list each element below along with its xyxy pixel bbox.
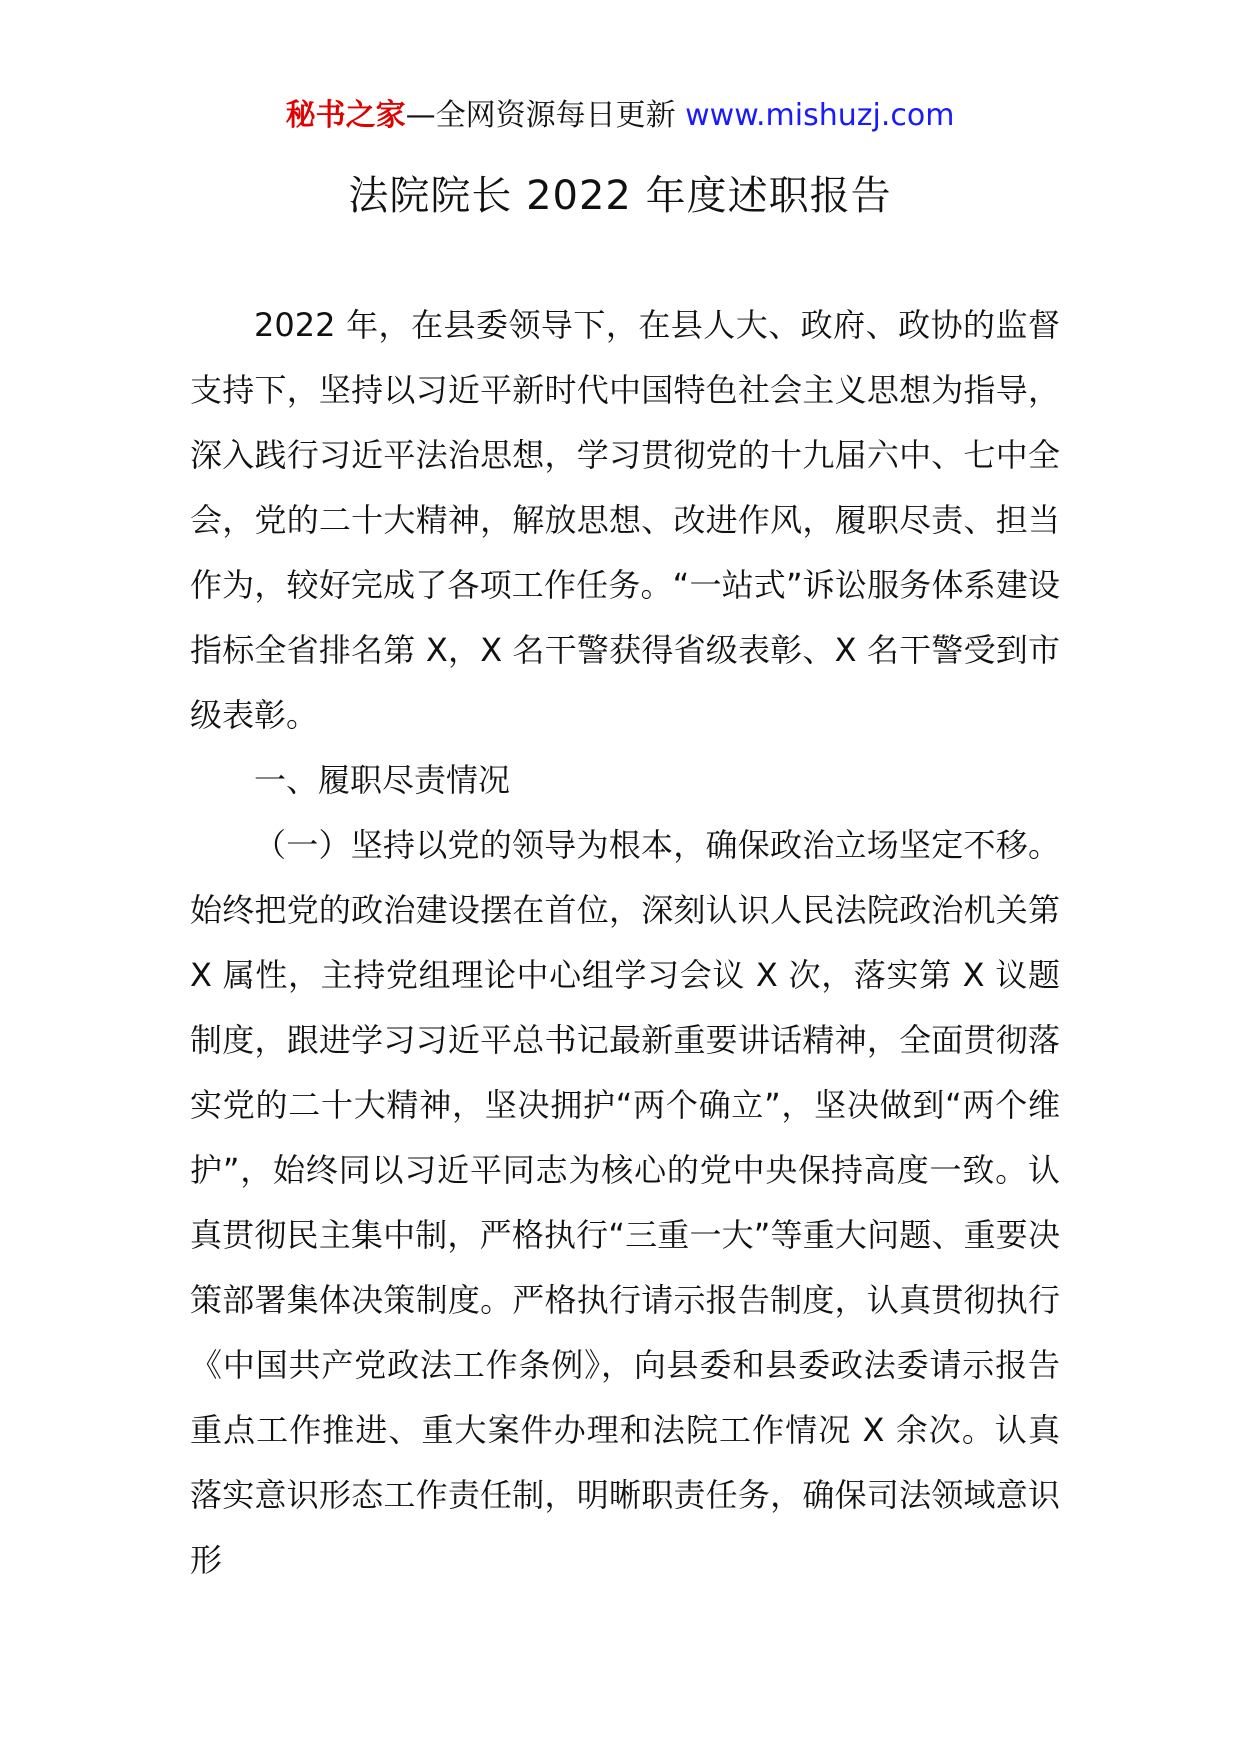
section-heading-1: 一、履职尽责情况 xyxy=(254,761,511,799)
site-tagline: —全网资源每日更新 xyxy=(405,98,686,133)
site-url-link[interactable]: www.mishuzj.com xyxy=(685,98,955,133)
document-title: 法院院长 2022 年度述职报告 xyxy=(348,173,892,219)
paragraph-section-1-1: （一）坚持以党的领导为根本，确保政治立场坚定不移。始终把党的政治建设摆在首位，深刻认识人民法院政治机关第 X 属性，主持党组理论中心组学习会议 X 次，落实第 X 议题制度，跟进学习习近平总书记最新重要讲话精神，全面贯彻落实党的二十大精神，坚决拥护“两个确立”，坚决做到“两个维护”，始终同以习近平同志为核心的党中央保持高度一致。认真贯彻民主集中制，严格执行“三重一大”等重大问题、重要决策部署集体决策制度。严格执行请示报告制度，认真贯彻执行《中国共产党政法工作条例》，向县委和县委政法委请示报告重点工作推进、重大案件办理和法院工作情况 X 余次。认真落实意识形态工作责任制，明晰职责任务，确保司法领域意识形 xyxy=(190,826,1060,1579)
document-body xyxy=(190,293,1060,1593)
site-header xyxy=(0,96,1240,136)
paragraph-intro: 2022 年，在县委领导下，在县人大、政府、政协的监督支持下，坚持以习近平新时代中国特色社会主义思想为指导，深入践行习近平法治思想，学习贯彻党的十九届六中、七中全会，党的二十大精神，解放思想、改进作风，履职尽责、担当作为，较好完成了各项工作任务。“一站式”诉讼服务体系建设指标全省排名第 X，X 名干警获得省级表彰、X 名干警受到市级表彰。 xyxy=(190,306,1060,734)
site-brand: 秘书之家 xyxy=(285,98,406,133)
